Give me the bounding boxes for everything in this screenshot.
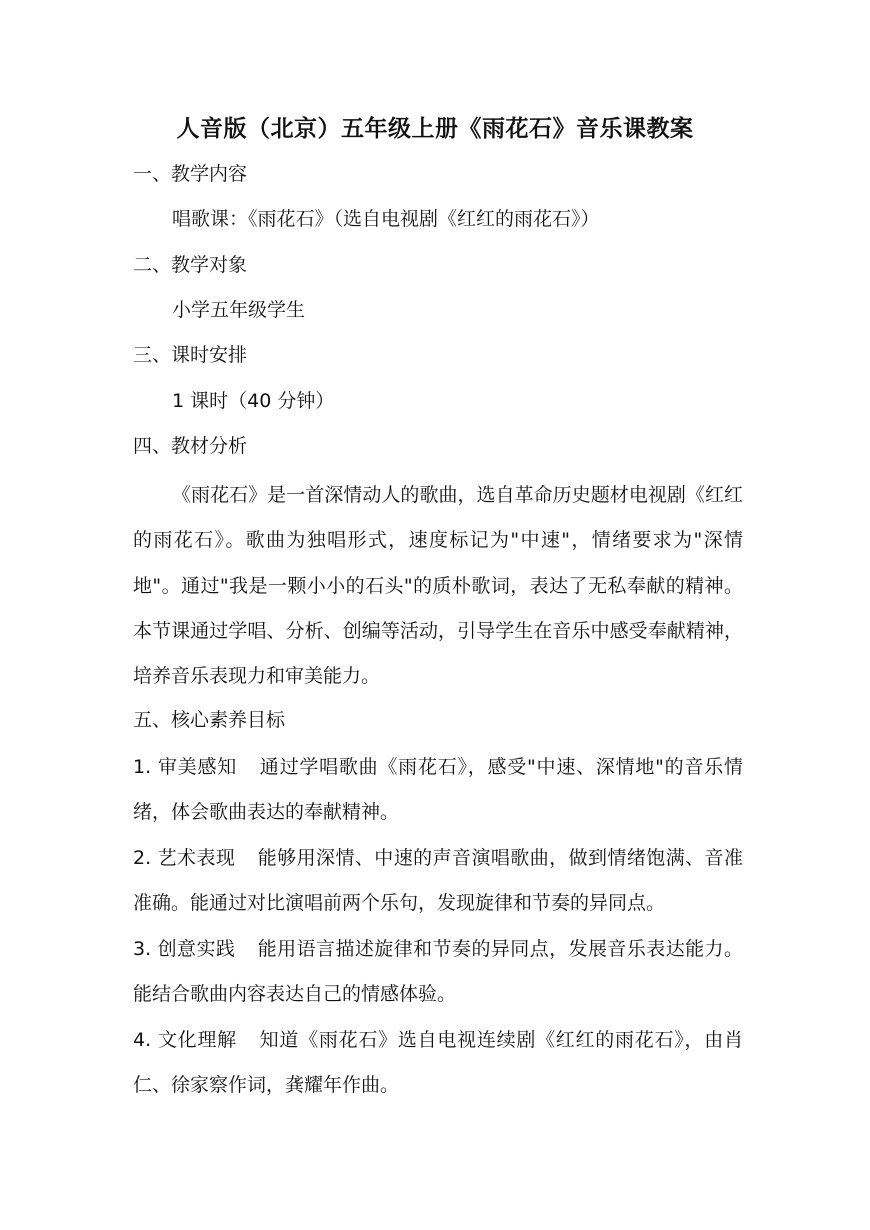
core-goal-label: 艺术表现 bbox=[157, 847, 236, 869]
core-goal-number: 4. bbox=[133, 1029, 152, 1051]
core-goal-label: 文化理解 bbox=[157, 1029, 237, 1051]
core-goal-item-3 bbox=[133, 927, 743, 1018]
section-heading-core-goals: 五、核心素养目标 bbox=[133, 709, 286, 731]
document-title: 人音版（北京）五年级上册《雨花石》音乐课教案 bbox=[176, 116, 694, 142]
core-goal-text: 通过学唱歌曲《雨花石》，感受"中速、深情地"的音乐情绪，体会歌曲表达的奉献精神。 bbox=[133, 756, 743, 824]
core-goal-text: 知道《雨花石》选自电视连续剧《红红的雨花石》，由肖仁、徐家察作词，龚耀年作曲。 bbox=[133, 1029, 743, 1097]
core-goal-item-1 bbox=[133, 745, 743, 836]
section-heading-class-schedule: 三、课时安排 bbox=[133, 344, 248, 366]
core-goal-number: 1. bbox=[133, 756, 152, 778]
section-heading-material-analysis: 四、教材分析 bbox=[133, 435, 248, 457]
core-goal-number: 2. bbox=[133, 847, 152, 869]
material-analysis-paragraph: 《雨花石》是一首深情动人的歌曲，选自革命历史题材电视剧《红红的雨花石》。歌曲为独唱形式，速度标记为"中速"，情绪要求为"深情地"。通过"我是一颗小小的石头"的质朴歌词，表达了无私奉献的精神。本节课通过学唱、分析、创编等活动，引导学生在音乐中感受奉献精神，培养音乐表现力和审美能力。 bbox=[133, 484, 743, 688]
core-goal-item-2 bbox=[133, 836, 743, 927]
core-goal-text: 能用语言描述旋律和节奏的异同点，发展音乐表达能力。能结合歌曲内容表达自己的情感体验。 bbox=[133, 938, 743, 1006]
core-goal-label: 创意实践 bbox=[157, 938, 236, 960]
section-heading-teaching-content: 一、教学内容 bbox=[133, 163, 248, 185]
core-goal-text: 能够用深情、中速的声音演唱歌曲，做到情绪饱满、音准准确。能通过对比演唱前两个乐句，发现旋律和节奏的异同点。 bbox=[133, 847, 743, 915]
core-goal-item-4 bbox=[133, 1018, 743, 1109]
section-heading-teaching-target: 二、教学对象 bbox=[133, 254, 248, 276]
core-goal-number: 3. bbox=[133, 938, 152, 960]
core-goal-label: 审美感知 bbox=[157, 756, 238, 778]
teaching-content-text: 唱歌课：《雨花石》（选自电视剧《红红的雨花石》） bbox=[172, 208, 600, 230]
class-schedule-text: 1 课时（40 分钟） bbox=[172, 390, 335, 412]
teaching-target-text: 小学五年级学生 bbox=[172, 299, 306, 321]
